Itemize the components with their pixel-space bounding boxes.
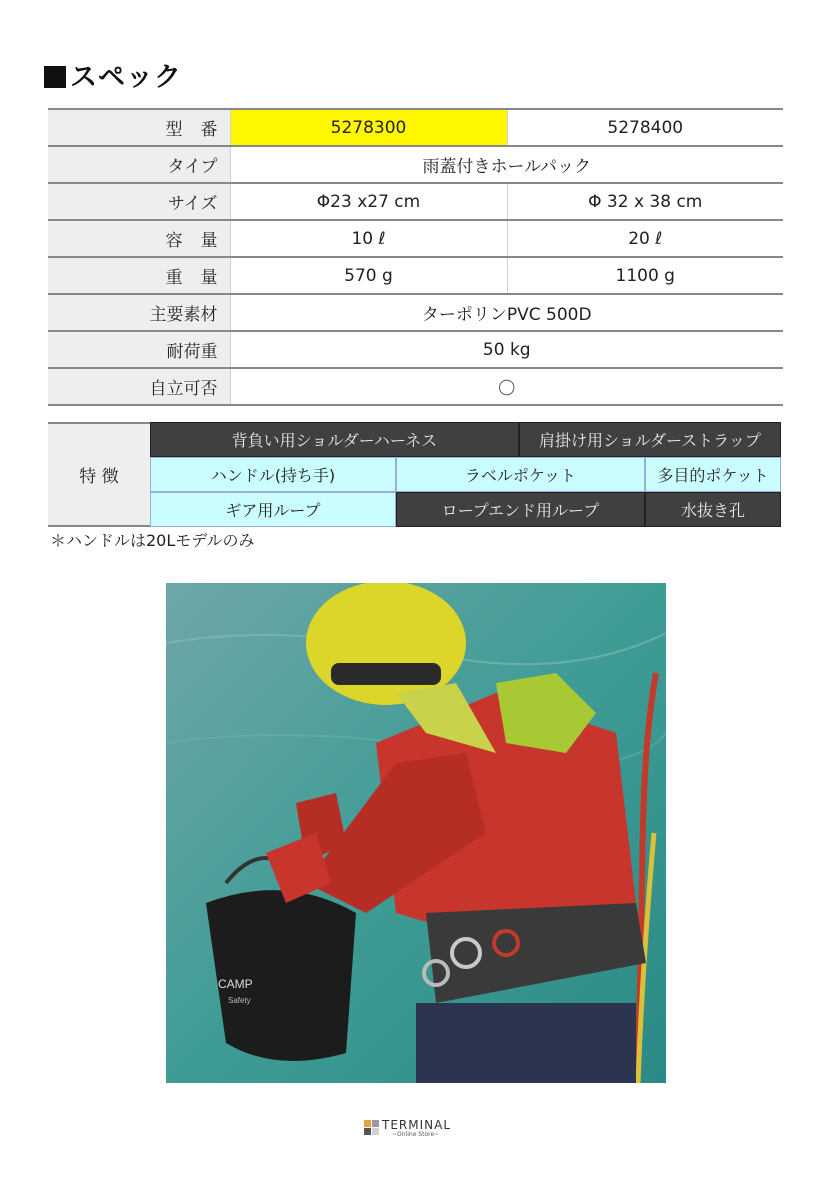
spec-material-value: ターポリンPVC 500D	[230, 294, 783, 331]
spec-weight-b: 1100 g	[507, 257, 783, 294]
spec-label-standing: 自立可否	[48, 368, 230, 405]
spec-type-value: 雨蓋付きホールパック	[230, 146, 783, 183]
climber-illustration	[166, 583, 666, 1083]
feature-multipurpose-pocket: 多目的ポケット	[645, 457, 781, 492]
spec-row-material	[48, 294, 783, 331]
spec-label-type: タイプ	[48, 146, 230, 183]
features-row-1	[48, 422, 781, 457]
feature-back-harness: 背負い用ショルダーハーネス	[150, 422, 519, 457]
spec-label-size: サイズ	[48, 183, 230, 220]
spec-model-a: 5278300	[230, 109, 507, 146]
spec-row-capacity	[48, 220, 783, 257]
spec-row-type	[48, 146, 783, 183]
spec-size-b: Φ 32 x 38 cm	[507, 183, 783, 220]
spec-capacity-b: 20 ℓ	[507, 220, 783, 257]
page-title-text: スペック	[70, 62, 182, 93]
features-table	[48, 422, 781, 527]
spec-weight-a: 570 g	[230, 257, 507, 294]
spec-standing-value: 〇	[230, 368, 783, 405]
spec-row-load	[48, 331, 783, 368]
spec-row-model	[48, 109, 783, 146]
spec-label-weight-text: 重量	[165, 268, 236, 288]
spec-capacity-a: 10 ℓ	[230, 220, 507, 257]
product-photo	[166, 583, 666, 1083]
footnote: ＊ハンドルは20Lモデルのみ	[50, 531, 255, 550]
spec-table	[48, 108, 783, 406]
spec-label-capacity	[48, 220, 236, 257]
feature-drain-hole: 水抜き孔	[645, 492, 781, 527]
spec-row-standing	[48, 368, 783, 405]
spec-label-model	[48, 109, 236, 146]
feature-label-pocket: ラベルポケット	[396, 457, 645, 492]
spec-label-capacity-text: 容量	[165, 231, 236, 251]
feature-shoulder-strap: 肩掛け用ショルダーストラップ	[519, 422, 781, 457]
bag-logo-text: CAMP	[218, 977, 253, 991]
feature-rope-end-loop: ロープエンド用ループ	[396, 492, 645, 527]
page-title	[44, 55, 182, 94]
logo-sub: ~Online Store~	[392, 1131, 440, 1138]
spec-model-b: 5278400	[507, 109, 783, 146]
spec-label-model-text: 型番	[165, 120, 236, 140]
spec-label-material: 主要素材	[48, 294, 230, 331]
logo-name: TERMINAL	[382, 1118, 452, 1132]
terminal-logo	[364, 1118, 470, 1142]
spec-size-a: Φ23 x27 cm	[230, 183, 507, 220]
feature-handle: ハンドル(持ち手)	[150, 457, 396, 492]
square-bullet-icon	[44, 66, 66, 88]
bag-sub-text: Safety	[228, 996, 251, 1005]
spec-row-weight	[48, 257, 783, 294]
features-row-3	[48, 492, 781, 527]
feature-gear-loop: ギア用ループ	[150, 492, 396, 527]
spec-label-load: 耐荷重	[48, 331, 230, 368]
spec-load-value: 50 kg	[230, 331, 783, 368]
spec-label-weight	[48, 257, 236, 294]
features-row-2	[48, 457, 781, 492]
logo-mark-icon	[364, 1120, 380, 1136]
spec-row-size	[48, 183, 783, 220]
features-label: 特 徴	[48, 422, 150, 527]
